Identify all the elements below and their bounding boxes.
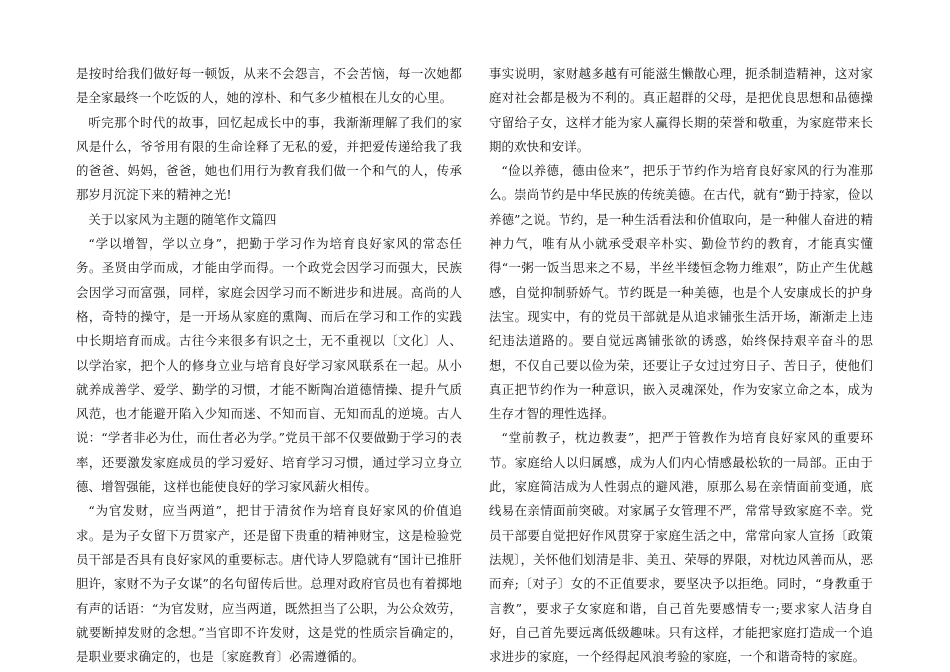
paragraph: “堂前教子，枕边教妻”，把严于管教作为培育良好家风的重要环节。家庭给人以归属感，成为人们内心情感最松软的一局部。正由于此，家庭简洁成为人性弱点的避风港，原那么易在亲情面前变通，底线易在亲情面前突破。对家属子女管理不严，常常导致家庭不幸。党员干部要自觉把好作风贯穿于家庭生活之中，常常向家人宣扬〔政策法规〕，关怀他们划清是非、美丑、荣辱的界限，对枕边风善而从，恶而弃;〔对子〕女的不正值要求，要坚决予以拒绝。同时，“身教重于言教”，要求子女家庭和谐，自己首先要感情专一;要求家人洁身自好，自己首先要远离低级趣味。只有这样，才能把家庭打造成一个追求进步的家庭，一个经得起风浪考验的家庭，一个和谐奇特的家庭。 [489, 430, 873, 665]
paragraph: “俭以养德，德由俭来”，把乐于节约作为培育良好家风的行为准那么。崇尚节约是中华民族的传统美德。在古代，就有“勤于持家，俭以养德”之说。节约，是一种生活看法和价值取向，是一种催人奋进的精神力气，唯有从小就承受艰辛朴实、勤俭节约的教育，才能真实懂得“一粥一饭当思来之不易，半丝半缕恒念物力维艰”，防止产生优越感，自觉抑制骄娇气。节约既是一种美德，也是个人安康成长的护身法宝。现实中，有的党员干部就是从追求铺张生活开场，渐渐走上违纪违法道路的。要自觉远离铺张欲的诱惑，始终保持艰辛奋斗的思想，不仅自己要以俭为荣，还要让子女过过穷日子、苦日子，使他们真正把节约作为一种意识，嵌入灵魂深处，作为安家立命之本，成为生存才智的理性选择。 [489, 163, 873, 422]
section-heading: 关于以家风为主题的随笔作文篇四 [88, 211, 277, 227]
paragraph: “学以增智，学以立身”，把勤于学习作为培育良好家风的常态任务。圣贤由学而成，才能由学而得。一个政党会因学习而强大，民族会因学习而富强，同样，家庭会因学习而不断进步和进展。高尚的人格，奇特的操守，是一开场从家庭的熏陶、而后在学习和工作的实践中长期培育而成。古往今来很多有识之士，无不重视以〔文化〕人、以学治家，把个人的修身立业与培育良好学习家风联系在一起。从小就养成善学、爱学、勤学的习惯，才能不断陶冶道德情操、提升气质风范，也才能避开陷入少知而迷、不知而盲、无知而乱的逆境。古人说：“学者非必为仕，而仕者必为学。”党员干部不仅要做勤于学习的表率，还要激发家庭成员的学习爱好、培育学习习惯，通过学习立身立德、增智强能，这样也能使良好的学习家风薪火相传。 [76, 236, 462, 495]
paragraph: 事实说明，家财越多越有可能滋生懒散心理，扼杀制造精神，这对家庭对社会都是极为不利的。真正超群的父母，是把优良思想和品德操守留给子女，这样才能为家人赢得长期的荣誉和敬重，为家庭带来长期的欢快和安详。 [489, 66, 873, 154]
paragraph: “为官发财，应当两道”，把甘于清贫作为培育良好家风的价值追求。是为子女留下万贯家产，还是留下贵重的精神财宝，这是检验党员干部是否具有良好家风的重要标志。唐代诗人罗隐就有“国计已推肝胆许，家财不为子女谋”的名句留传后世。总理对政府官员也有着掷地有声的话语：“为官发财，应当两道，既然担当了公职，为公众效劳，就要断掉发财的念想。”当官即不许发财，这是党的性质宗旨确定的，是职业要求确定的，也是〔家庭教育〕必需遵循的。 [76, 503, 462, 665]
paragraph: 是按时给我们做好每一顿饭，从来不会怨言，不会苦恼，每一次她都是全家最终一个吃饭的人，她的淳朴、和气多少植根在儿女的心里。 [76, 66, 462, 106]
left-column [76, 62, 462, 669]
right-column [489, 62, 873, 669]
paragraph: 听完那个时代的故事，回忆起成长中的事，我渐渐理解了我们的家风是什么，爷爷用有限的生命诠释了无私的爱，并把爱传递给我了我的爸爸、妈妈，爸爸，她也们用行为教育我们做一个和气的人，传承那岁月沉淀下来的精神之光! [76, 114, 462, 203]
